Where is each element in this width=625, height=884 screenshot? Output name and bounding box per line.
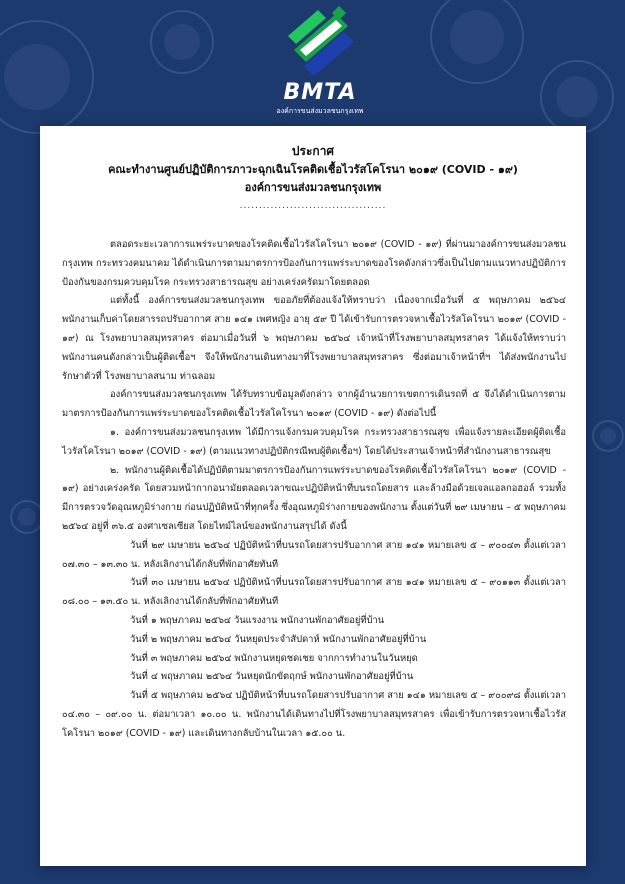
timeline-entry: วันที่ ๒๙ เมษายน ๒๕๖๔ ปฏิบัติหน้าที่บนรถโดยสารปรับอากาศ สาย ๑๔๑ หมายเลข ๕ – ๙๐๐๔๓ ตั้งแต่เวลา ๐๗.๓๐ – ๑๓.๓๐ น. หลังเลิกงานได้กลับที่พักอาศัยทันที xyxy=(62,539,566,570)
background-virus-icon xyxy=(592,420,624,452)
paragraph-item-1: ๑. องค์การขนส่งมวลชนกรุงเทพ ได้มีการแจ้งกรมควบคุมโรค กระทรวงสาธารณสุข เพื่อแจ้งรายละเอียดผู้ติดเชื้อไวรัสโคโรนา ๒๐๑๙ (COVID - ๑๙) (ตามแนวทางปฏิบัติกรณีพบผู้ติดเชื้อฯ) โดยได้ประสานเจ้าหน้าที่สำนักงานสาธารณสุข xyxy=(62,426,566,457)
paragraph-incident: แต่ทั้งนี้ องค์การขนส่งมวลชนกรุงเทพ ขออภัยที่ต้องแจ้งให้ทราบว่า เนื่องจากเมื่อวันที่ ๕ พฤษภาคม ๒๕๖๔ พนักงานเก็บค่าโดยสารรถปรับอากาศ สาย ๑๔๑ เพศหญิง อายุ ๕๙ ปี ได้เข้ารับการตรวจหาเชื้อไวรัสโคโรนา ๒๐๑๙ (COVID - ๑๙) ณ โรงพยาบาลสมุทรสาคร ต่อมาเมื่อวันที่ ๖ พฤษภาคม ๒๕๖๔ เจ้าหน้าที่โรงพยาบาลสมุทรสาคร ได้แจ้งให้ทราบว่าพนักงานคนดังกล่าวเป็นผู้ติดเชื้อฯ จึงให้พนักงานเดินทางมาที่โรงพยาบาลสมุทรสาคร ซึ่งต่อมาเจ้าหน้าที่ฯ ได้ส่งพนักงานไปรักษาตัวที่ โรงพยาบาลสนาม ท่าฉลอม xyxy=(62,295,566,382)
bmta-emblem-icon xyxy=(274,6,366,78)
timeline-entry: วันที่ ๒ พฤษภาคม ๒๕๖๔ วันหยุดประจำสัปดาห์ พนักงานพักอาศัยอยู่ที่บ้าน xyxy=(130,633,427,645)
background-virus-icon xyxy=(10,500,44,534)
logo-subtitle: องค์การขนส่งมวลชนกรุงเทพ xyxy=(276,107,364,115)
background-virus-icon xyxy=(0,20,94,134)
timeline-entry: วันที่ ๓๐ เมษายน ๒๕๖๔ ปฏิบัติหน้าที่บนรถโดยสารปรับอากาศ สาย ๑๔๑ หมายเลข ๕ – ๙๐๑๑๓ ตั้งแต่เวลา ๐๘.๐๐ – ๑๓.๕๐ น. หลังเลิกงานได้กลับที่พักอาศัยทันที xyxy=(62,577,566,608)
paragraph-intro: ตลอดระยะเวลาการแพร่ระบาดของโรคติดเชื้อไวรัสโคโรนา ๒๐๑๙ (COVID - ๑๙) ที่ผ่านมาองค์การขนส่งมวลชนกรุงเทพ กระทรวงคมนาคม ได้ดำเนินการตามมาตรการป้องกันการแพร่ระบาดของโรคดังกล่าวซึ่งเป็นไปตามแนวทางปฏิบัติการป้องกันของกรมควบคุมโรค กระทรวงสาธารณสุข อย่างเคร่งครัดมาโดยตลอด xyxy=(62,239,566,288)
bmta-logo xyxy=(265,6,375,124)
paragraph-measures: องค์การขนส่งมวลชนกรุงเทพ ได้รับทราบข้อมูลดังกล่าว จากผู้อำนวยการเขตการเดินรถที่ ๕ จึงได้ดำเนินการตามมาตรการป้องกันการแพร่ระบาดของโรคติดเชื้อไวรัสโคโรนา ๒๐๑๙ (COVID - ๑๙) ดังต่อไปนี้ xyxy=(62,389,566,420)
document-body xyxy=(62,236,566,744)
document-organization: องค์การขนส่งมวลชนกรุงเทพ xyxy=(244,181,382,194)
paragraph-item-2: ๒. พนักงานผู้ติดเชื้อได้ปฏิบัติตามมาตรการป้องกันการแพร่ระบาดของโรคติดเชื้อไวรัสโคโรนา ๒๐๑๙ (COVID - ๑๙) อย่างเคร่งครัด โดยสวมหน้ากากอนามัยตลอดเวลาขณะปฏิบัติหน้าที่บนรถโดยสาร และล้างมือด้วยเจลแอลกอฮอล์ รวมทั้ง มีการตรวจวัดอุณหภูมิร่างกาย ก่อนปฏิบัติหน้าที่ทุกครั้ง ซึ่งอุณหภูมิร่างกายของพนักงาน ตั้งแต่วันที่ ๒๙ เมษายน – ๕ พฤษภาคม ๒๕๖๔ อยู่ที่ ๓๖.๕ องศาเซลเซียส โดยไทม์ไลน์ของพนักงานสรุปได้ ดังนี้ xyxy=(62,464,566,532)
logo-wordmark: BMTA xyxy=(283,80,357,105)
background-virus-icon xyxy=(150,10,214,74)
timeline-entry: วันที่ ๕ พฤษภาคม ๒๕๖๔ ปฏิบัติหน้าที่บนรถโดยสารปรับอากาศ สาย ๑๔๑ หมายเลข ๕ – ๙๐๐๙๘ ตั้งแต่เวลา ๐๔.๓๐ – ๐๙.๐๐ น. ต่อมาเวลา ๑๐.๐๐ น. พนักงานได้เดินทางไปที่โรงพยาบาลสมุทรสาคร เพื่อเข้ารับการตรวจหาเชื้อไวรัสโคโรนา ๒๐๑๙ (COVID - ๑๙) และเดินทางกลับบ้านในเวลา ๑๕.๐๐ น. xyxy=(62,690,566,739)
background-virus-icon xyxy=(430,0,524,84)
header-divider: ...................................... xyxy=(239,201,387,211)
announcement-document xyxy=(40,126,586,866)
document-title: ประกาศ xyxy=(291,144,335,158)
timeline-entry: วันที่ ๔ พฤษภาคม ๒๕๖๔ วันหยุดนักขัตฤกษ์ พนักงานพักอาศัยอยู่ที่บ้าน xyxy=(130,671,414,683)
document-subtitle: คณะทำงานศูนย์ปฏิบัติการภาวะฉุกเฉินโรคติดเชื้อไวรัสโคโรนา ๒๐๑๙ (COVID - ๑๙) xyxy=(108,163,518,176)
timeline-entry: วันที่ ๑ พฤษภาคม ๒๕๖๔ วันแรงงาน พนักงานพักอาศัยอยู่ที่บ้าน xyxy=(130,614,385,626)
timeline-entry: วันที่ ๓ พฤษภาคม ๒๕๖๔ พนักงานหยุดชดเชย จากการทำงานในวันหยุด xyxy=(130,652,418,664)
background-virus-icon xyxy=(540,60,614,134)
